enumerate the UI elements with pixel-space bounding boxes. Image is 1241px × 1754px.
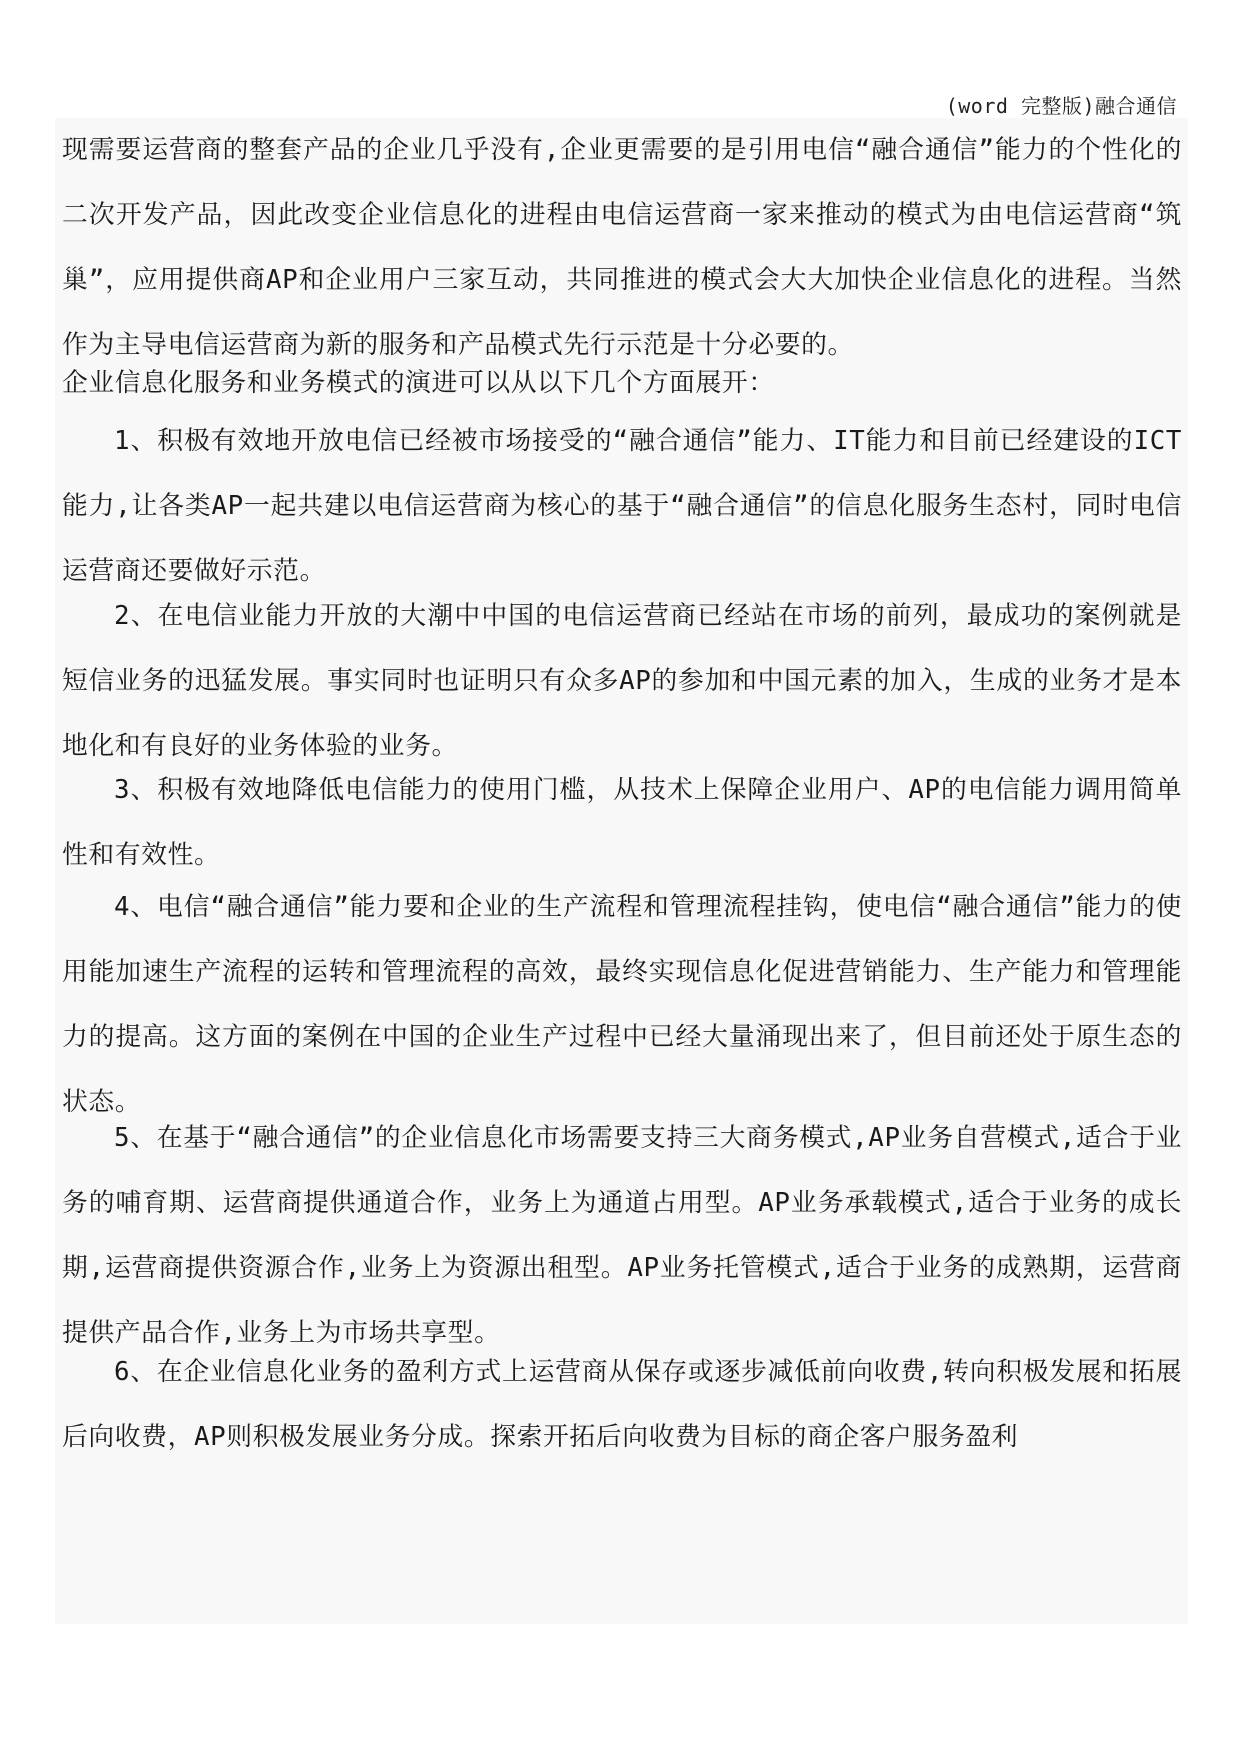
- paragraph-intro: 现需要运营商的整套产品的企业几乎没有,企业更需要的是引用电信“融合通信”能力的个性化的二次开发产品，因此改变企业信息化的进程由电信运营商一家来推动的模式为由电信运营商“筑巢”，应用提供商AP和企业用户三家互动，共同推进的模式会大大加快企业信息化的进程。当然作为主导电信运营商为新的服务和产品模式先行示范是十分必要的。: [62, 135, 1182, 360]
- paragraph-lead-in: 企业信息化服务和业务模式的演进可以从以下几个方面展开：: [62, 368, 775, 398]
- paragraph-item-5: 5、在基于“融合通信”的企业信息化市场需要支持三大商务模式,AP业务自营模式,适合于业务的哺育期、运营商提供通道合作，业务上为通道占用型。AP业务承载模式,适合于业务的成长期,运营商提供资源合作,业务上为资源出租型。AP业务托管模式,适合于业务的成熟期，运营商提供产品合作,业务上为市场共享型。: [62, 1123, 1182, 1348]
- paragraph-item-4: 4、电信“融合通信”能力要和企业的生产流程和管理流程挂钩，使电信“融合通信”能力的使用能加速生产流程的运转和管理流程的高效，最终实现信息化促进营销能力、生产能力和管理能力的提高。这方面的案例在中国的企业生产过程中已经大量涌现出来了，但目前还处于原生态的状态。: [62, 892, 1182, 1117]
- paragraph-item-3: 3、积极有效地降低电信能力的使用门槛，从技术上保障企业用户、AP的电信能力调用简单性和有效性。: [62, 775, 1182, 870]
- document-body: [55, 118, 1188, 1624]
- paragraph-item-6: 6、在企业信息化业务的盈利方式上运营商从保存或逐步减低前向收费,转向积极发展和拓展后向收费，AP则积极发展业务分成。探索开拓后向收费为目标的商企客户服务盈利: [62, 1357, 1182, 1452]
- paragraph-item-2: 2、在电信业能力开放的大潮中中国的电信运营商已经站在市场的前列，最成功的案例就是短信业务的迅猛发展。事实同时也证明只有众多AP的参加和中国元素的加入，生成的业务才是本地化和有良好的业务体验的业务。: [62, 601, 1182, 761]
- paragraph-item-1: 1、积极有效地开放电信已经被市场接受的“融合通信”能力、IT能力和目前已经建设的ICT能力,让各类AP一起共建以电信运营商为核心的基于“融合通信”的信息化服务生态村，同时电信运营商还要做好示范。: [62, 426, 1182, 586]
- page-header: (word 完整版)融合通信: [945, 94, 1177, 118]
